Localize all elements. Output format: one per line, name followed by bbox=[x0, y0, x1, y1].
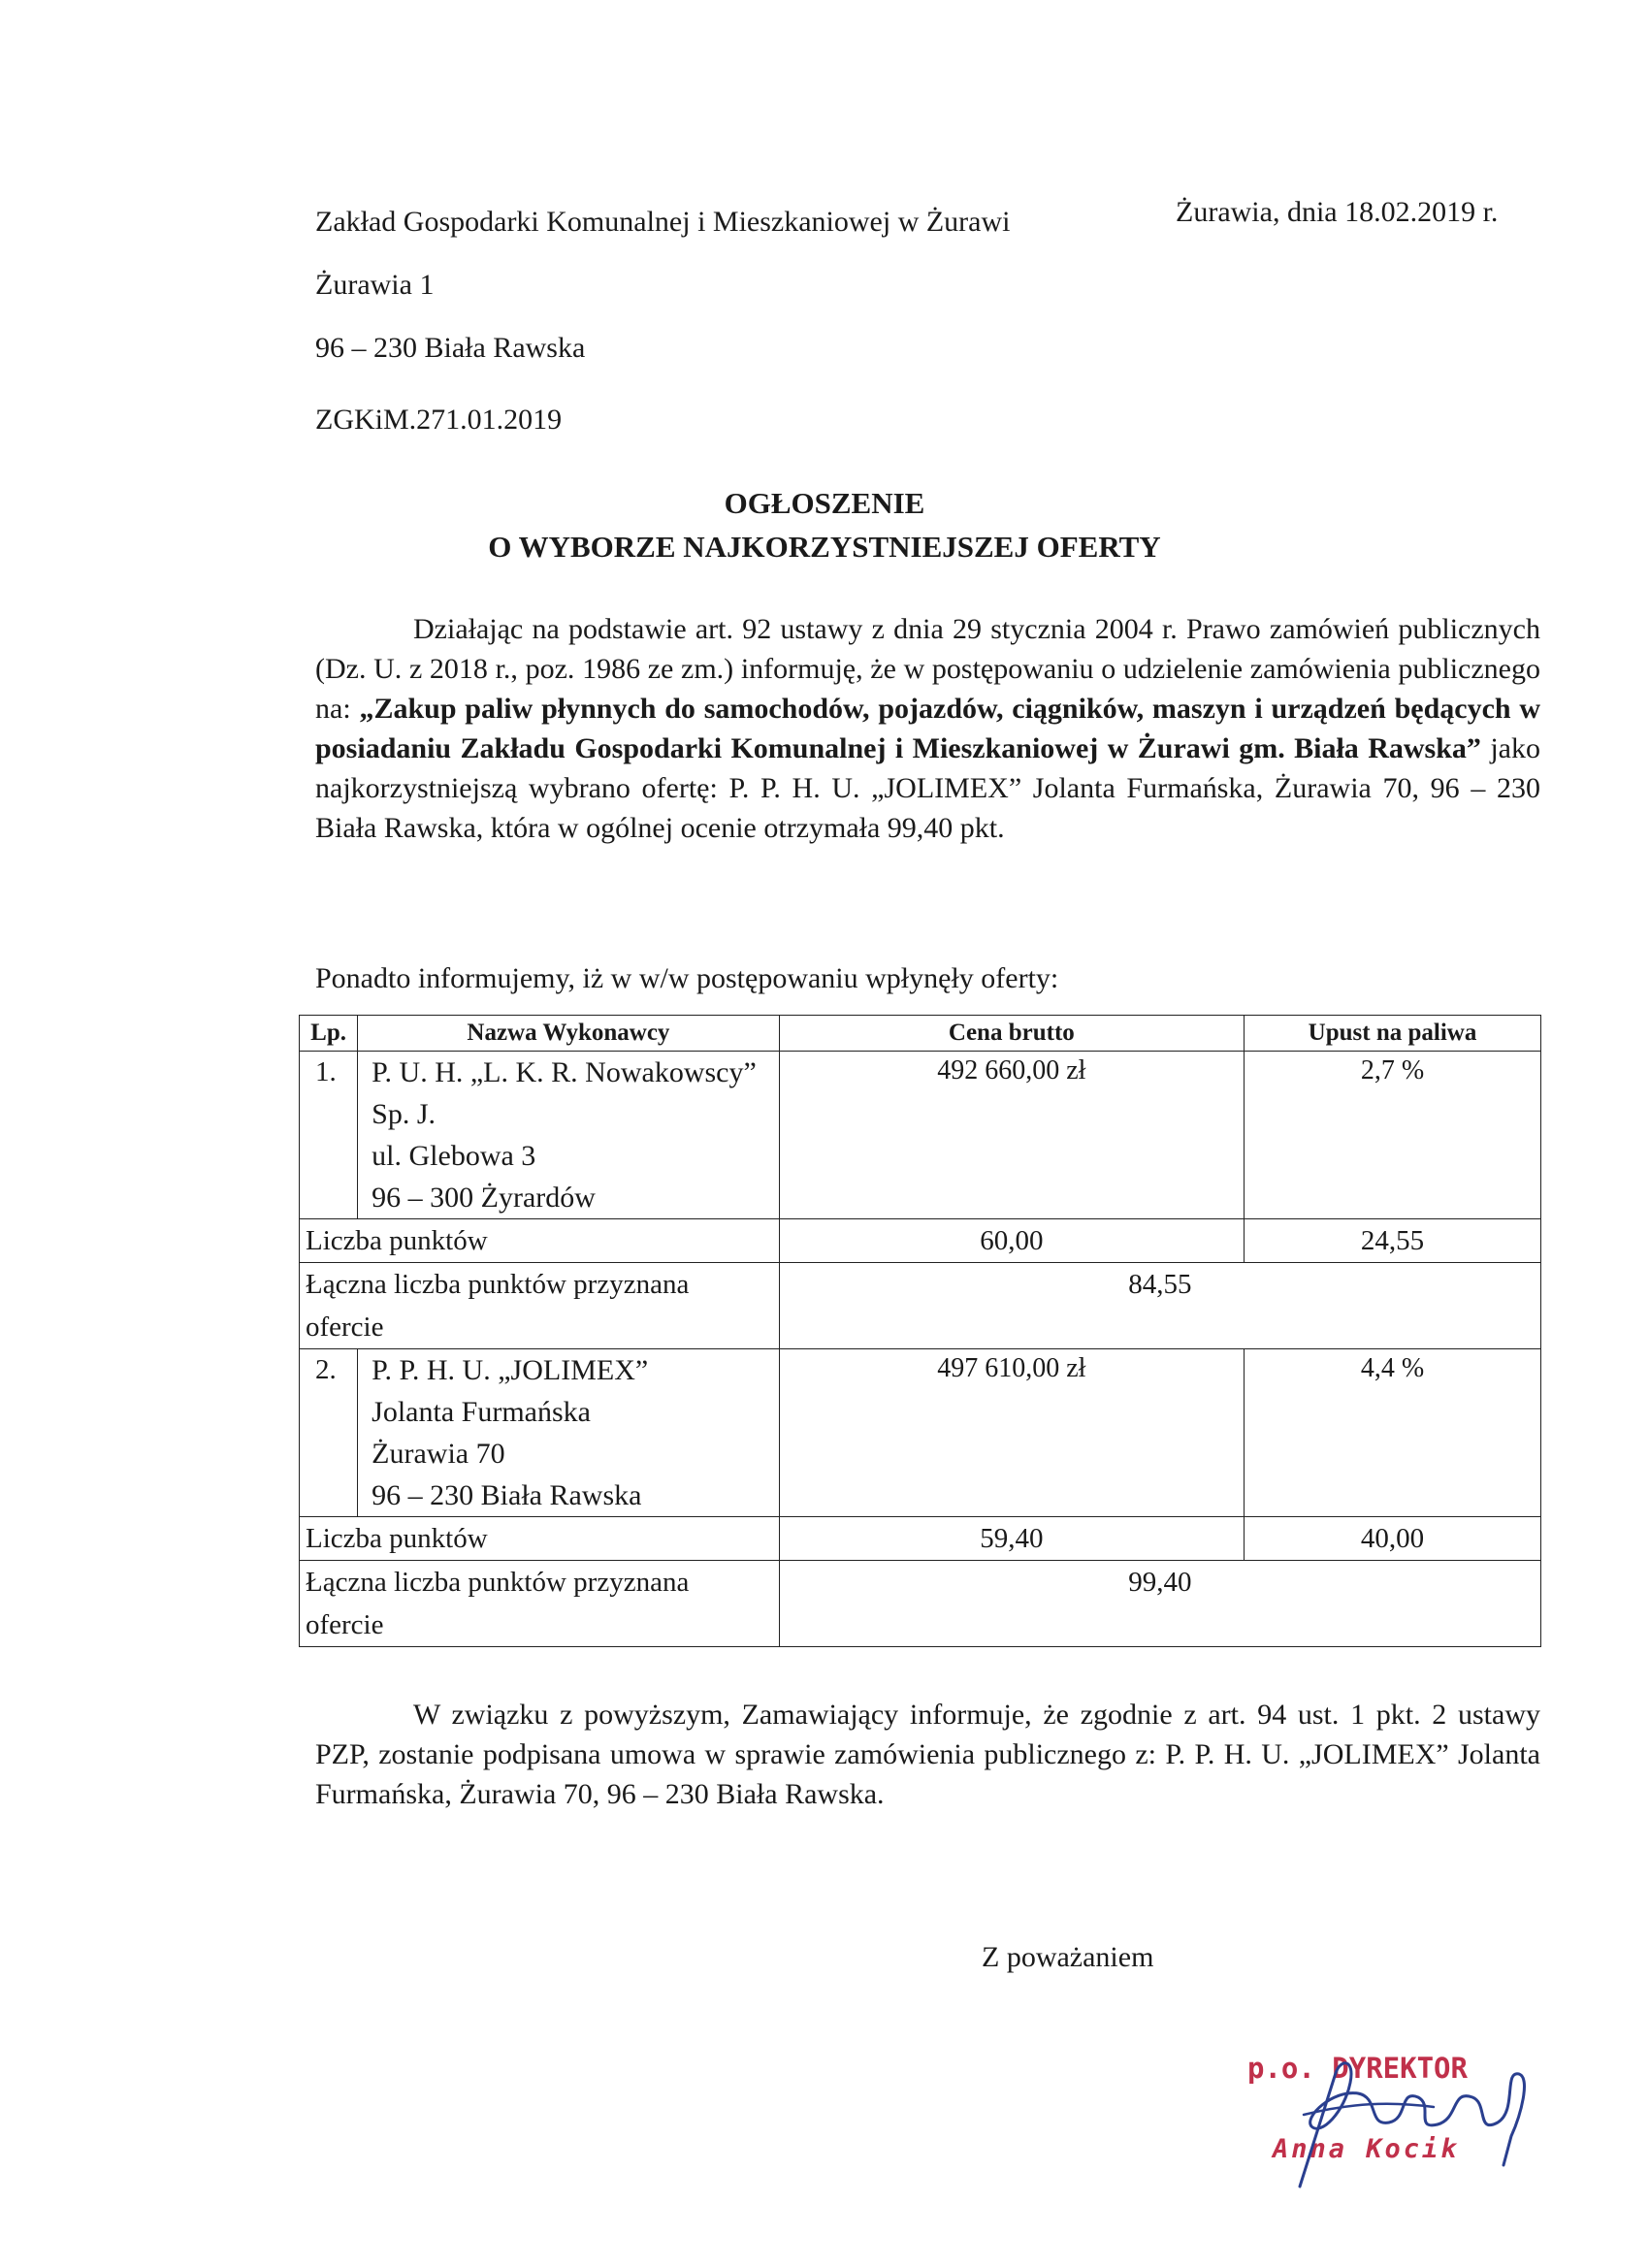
price-points: 59,40 bbox=[779, 1517, 1244, 1561]
offer-price: 497 610,00 zł bbox=[779, 1349, 1244, 1517]
paragraph-intro: Działając na podstawie art. 92 ustawy z dnia 29 stycznia 2004 r. Prawo zamówień publicznych (Dz. U. z 2018 r., poz. 1986 ze zm.) informuję, że w postępowaniu o udzielenie zamówienia publicznego na: bbox=[315, 613, 1540, 725]
points-row bbox=[300, 1517, 1541, 1561]
title-line-1: OGŁOSZENIE bbox=[724, 486, 925, 520]
contractor-line: Żurawia 70 bbox=[372, 1438, 505, 1470]
stamp-name: Anna Kocik bbox=[1273, 2134, 1460, 2164]
offer-price: 492 660,00 zł bbox=[779, 1052, 1244, 1219]
points-row bbox=[300, 1219, 1541, 1263]
title-line-2: O WYBORZE NAJKORZYSTNIEJSZEJ OFERTY bbox=[488, 530, 1161, 564]
header-lp: Lp. bbox=[300, 1016, 358, 1052]
main-paragraph bbox=[315, 609, 1540, 848]
sender-city: 96 – 230 Biała Rawska bbox=[315, 332, 586, 364]
contractor-line: ul. Glebowa 3 bbox=[372, 1140, 536, 1172]
offer-row bbox=[300, 1349, 1541, 1517]
offer-lp: 1. bbox=[300, 1052, 358, 1219]
offer-discount: 2,7 % bbox=[1245, 1052, 1541, 1219]
closing-phrase: Z poważaniem bbox=[982, 1941, 1154, 1973]
discount-points: 24,55 bbox=[1245, 1219, 1541, 1263]
conclusion-paragraph: W związku z powyższym, Zamawiający informuje, że zgodnie z art. 94 ust. 1 pkt. 2 ustawy PZP, zostanie podpisana umowa w sprawie zamówienia publicznego z: P. P. H. U. „JOLIMEX” Jolanta Furmańska, Żurawia 70, 96 – 230 Biała Rawska. bbox=[315, 1699, 1540, 1810]
offers-table bbox=[299, 1015, 1541, 1647]
director-stamp bbox=[1244, 2029, 1535, 2194]
total-label: Łączna liczba punktów przyznana ofercie bbox=[300, 1263, 780, 1349]
header-name: Nazwa Wykonawcy bbox=[358, 1016, 779, 1052]
price-points: 60,00 bbox=[779, 1219, 1244, 1263]
offer-discount: 4,4 % bbox=[1245, 1349, 1541, 1517]
table-header-row bbox=[300, 1016, 1541, 1052]
total-row bbox=[300, 1561, 1541, 1647]
total-label: Łączna liczba punktów przyznana ofercie bbox=[300, 1561, 780, 1647]
contractor-line: 96 – 300 Żyrardów bbox=[372, 1182, 596, 1214]
document-date: Żurawia, dnia 18.02.2019 r. bbox=[1176, 196, 1499, 228]
total-row bbox=[300, 1263, 1541, 1349]
stamp-title: p.o. DYREKTOR bbox=[1247, 2052, 1468, 2085]
paragraph-outro: jako najkorzystniejszą wybrano ofertę: P. P. H. U. „JOLIMEX” Jolanta Furmańska, Żurawia 70, 96 – 230 Biała Rawska, która w ogólnej ocenie otrzymała 99,40 pkt. bbox=[315, 732, 1540, 844]
sender-street: Żurawia 1 bbox=[315, 269, 435, 301]
offers-info-line: Ponadto informujemy, iż w w/w postępowaniu wpłynęły oferty: bbox=[315, 962, 1059, 994]
document-title bbox=[0, 481, 1649, 568]
sender-address bbox=[315, 190, 1010, 379]
total-points: 84,55 bbox=[779, 1263, 1540, 1349]
reference-number: ZGKiM.271.01.2019 bbox=[315, 404, 563, 436]
contractor-line: Jolanta Furmańska bbox=[372, 1396, 591, 1428]
contract-subject: „Zakup paliw płynnych do samochodów, pojazdów, ciągników, maszyn i urządzeń będących w posiadaniu Zakładu Gospodarki Komunalnej i Mieszkaniowej w Żurawi gm. Biała Rawska” bbox=[315, 693, 1541, 764]
sender-name: Zakład Gospodarki Komunalnej i Mieszkaniowej w Żurawi bbox=[315, 206, 1011, 238]
contractor-line: P. U. H. „L. K. R. Nowakowscy” bbox=[372, 1056, 757, 1088]
points-label: Liczba punktów bbox=[300, 1517, 780, 1561]
header-discount: Upust na paliwa bbox=[1245, 1016, 1541, 1052]
offer-contractor bbox=[358, 1349, 779, 1517]
header-price: Cena brutto bbox=[779, 1016, 1244, 1052]
discount-points: 40,00 bbox=[1245, 1517, 1541, 1561]
contractor-line: P. P. H. U. „JOLIMEX” bbox=[372, 1354, 649, 1386]
contractor-line: 96 – 230 Biała Rawska bbox=[372, 1479, 642, 1511]
offer-contractor bbox=[358, 1052, 779, 1219]
contractor-line: Sp. J. bbox=[372, 1098, 436, 1130]
points-label: Liczba punktów bbox=[300, 1219, 780, 1263]
offer-lp: 2. bbox=[300, 1349, 358, 1517]
offer-row bbox=[300, 1052, 1541, 1219]
total-points: 99,40 bbox=[779, 1561, 1540, 1647]
